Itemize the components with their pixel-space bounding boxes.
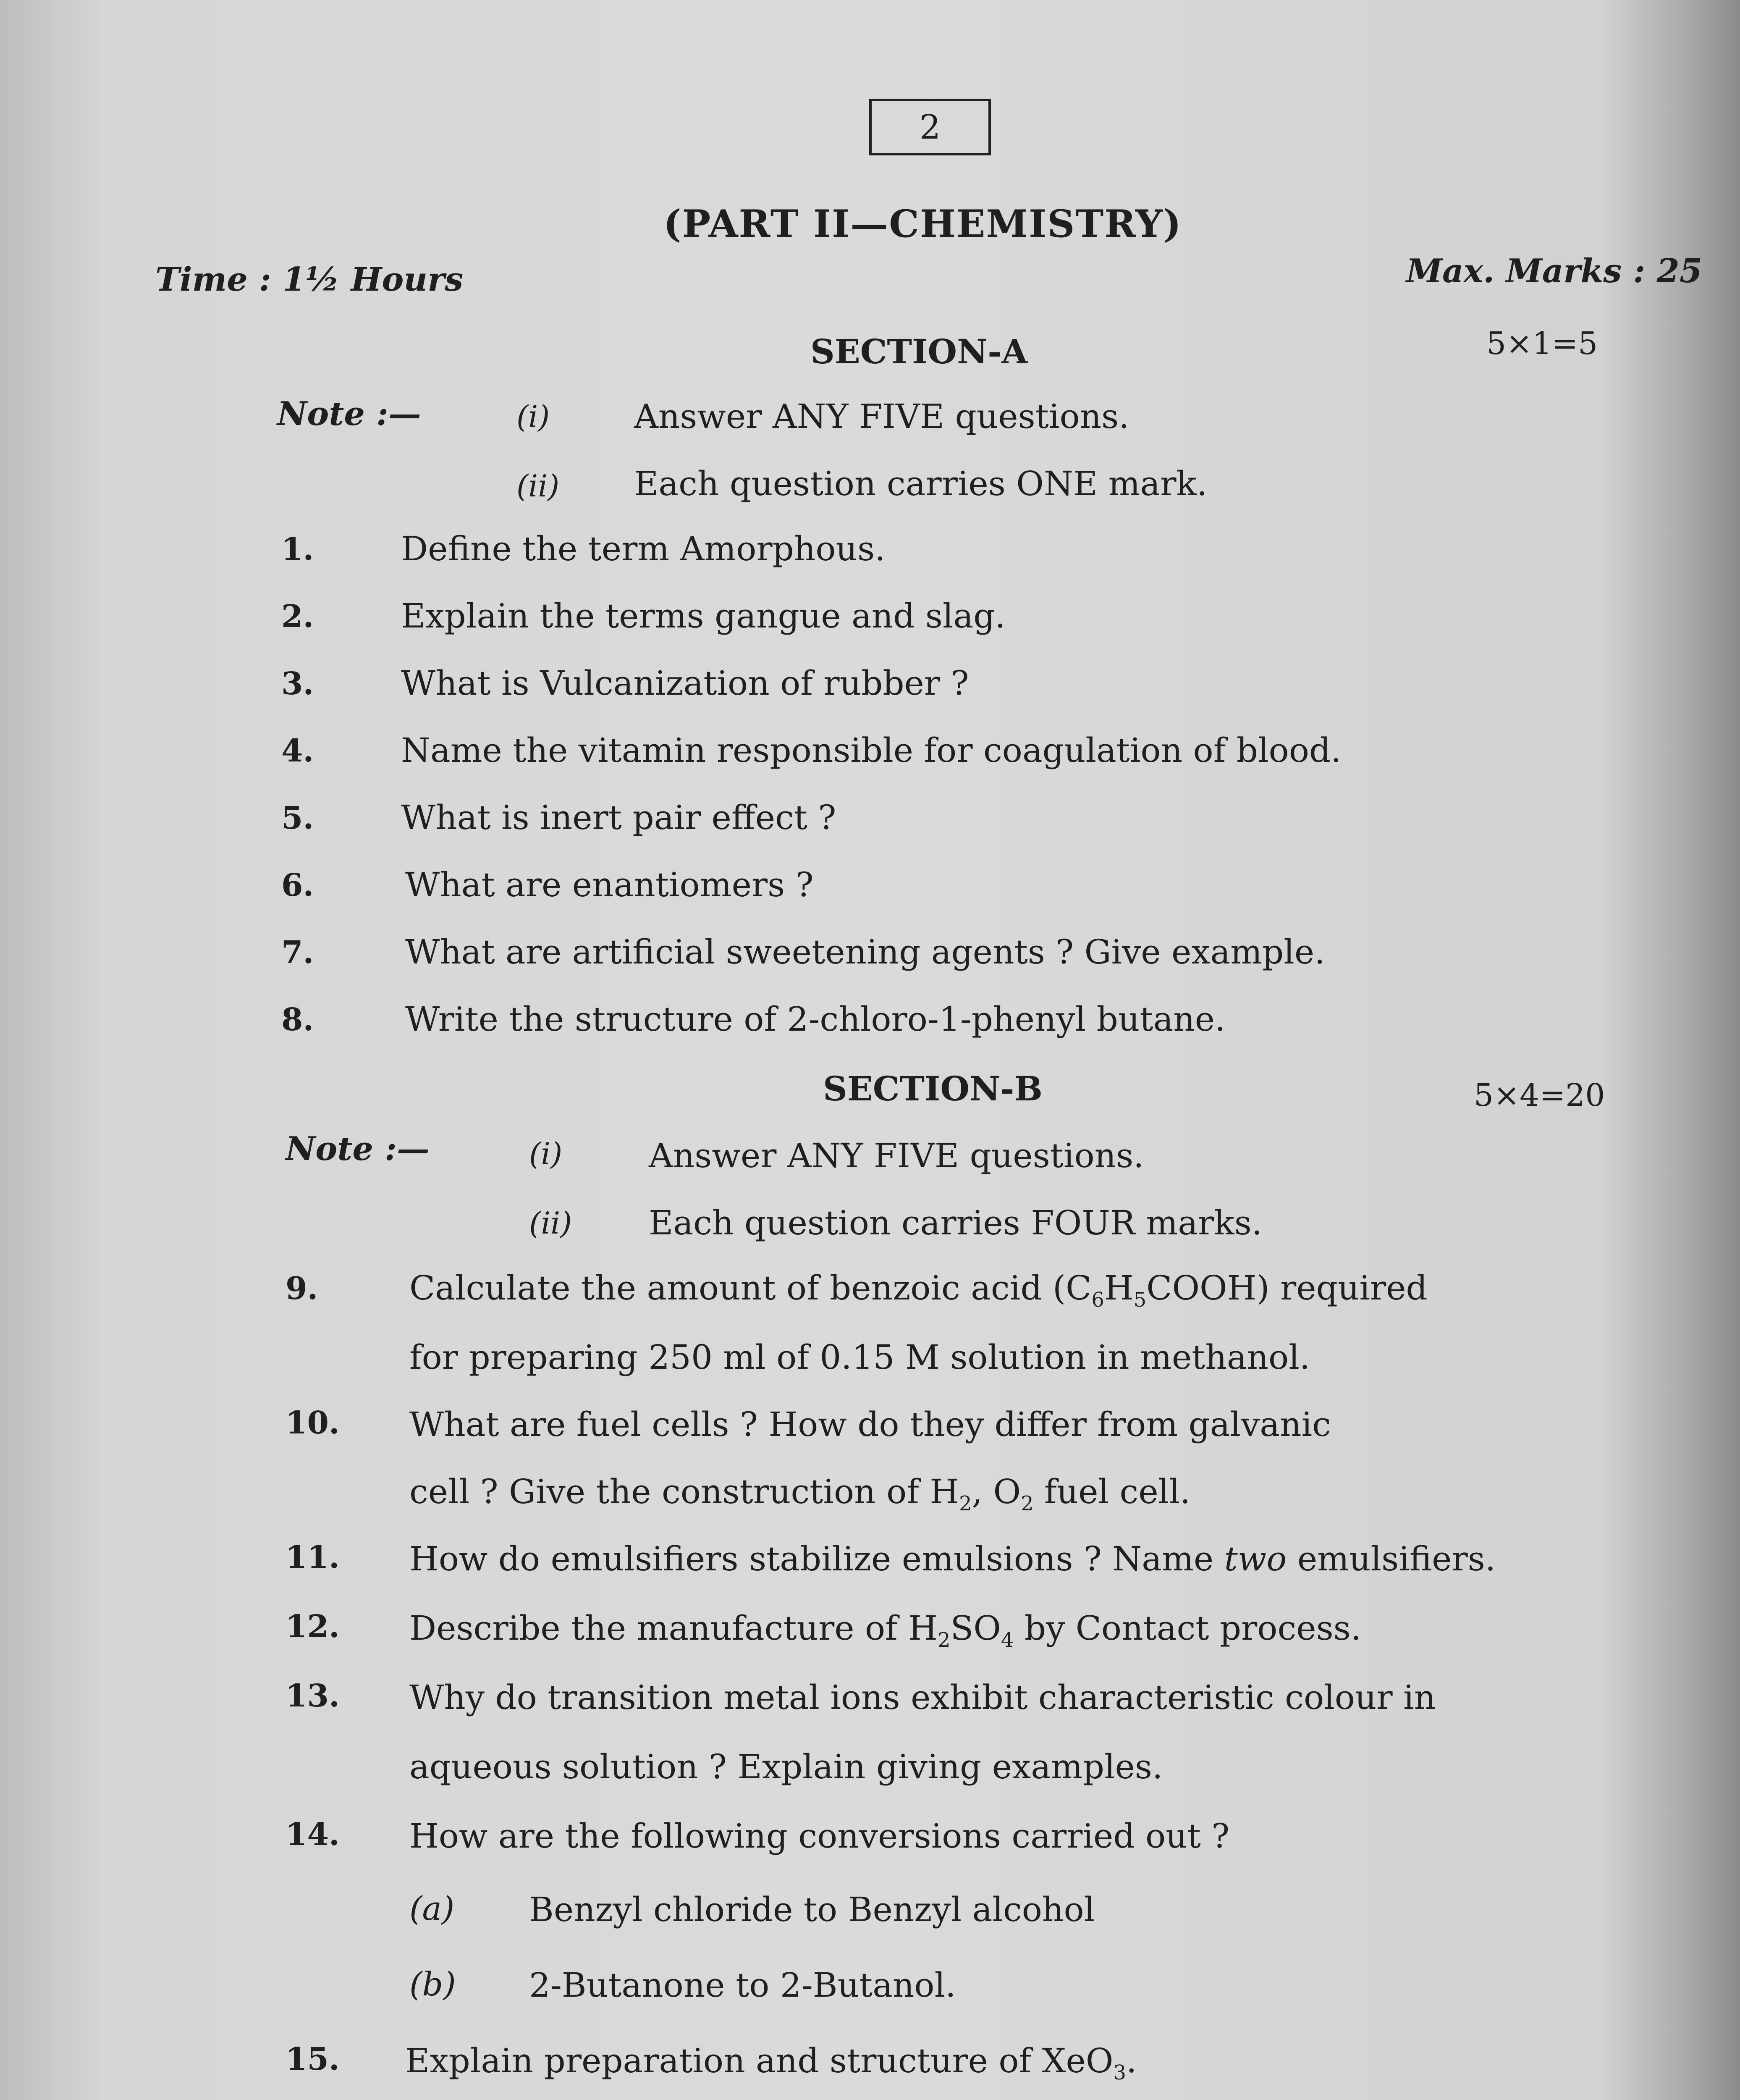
section-a-note-label: Note :— bbox=[277, 395, 421, 433]
section-a-note-2: Each question carries ONE mark. bbox=[634, 464, 1208, 503]
question-number: 10. bbox=[286, 1405, 340, 1441]
question-number: 13. bbox=[286, 1678, 340, 1714]
question-text: What is Vulcanization of rubber ? bbox=[401, 664, 969, 703]
question-number: 4. bbox=[281, 733, 314, 769]
max-marks: Max. Marks : 25 bbox=[1406, 252, 1702, 290]
sub-question-text: Benzyl chloride to Benzyl alcohol bbox=[529, 1890, 1095, 1929]
sub-question-label: (a) bbox=[409, 1890, 455, 1928]
question-number: 2. bbox=[281, 598, 314, 635]
question-number: 12. bbox=[286, 1609, 340, 1645]
section-a-note-roman-2: (ii) bbox=[516, 468, 560, 504]
question-number: 9. bbox=[286, 1270, 318, 1307]
page-number: 2 bbox=[919, 108, 941, 147]
question-text: Why do transition metal ions exhibit characteristic colour in bbox=[409, 1678, 1436, 1717]
section-b-note-roman-1: (i) bbox=[529, 1136, 563, 1171]
question-text: How are the following conversions carried out ? bbox=[409, 1816, 1230, 1856]
question-number: 6. bbox=[281, 867, 314, 903]
section-a-title: SECTION-A bbox=[810, 332, 1028, 371]
question-text-continued: for preparing 250 ml of 0.15 M solution in methanol. bbox=[409, 1338, 1310, 1377]
question-text-continued: aqueous solution ? Explain giving examples. bbox=[409, 1747, 1163, 1786]
section-b-note-label: Note :— bbox=[286, 1130, 430, 1168]
section-b-marks: 5×4=20 bbox=[1474, 1077, 1605, 1113]
sub-question-label: (b) bbox=[409, 1966, 456, 2003]
question-number: 14. bbox=[286, 1816, 340, 1853]
question-text: What is inert pair effect ? bbox=[401, 798, 836, 837]
question-text: Write the structure of 2-chloro-1-phenyl butane. bbox=[405, 1000, 1226, 1039]
question-number: 3. bbox=[281, 666, 314, 702]
section-b-note-roman-2: (ii) bbox=[529, 1205, 572, 1241]
question-text-continued: cell ? Give the construction of $H_2$, $O_2$ fuel cell. bbox=[409, 1472, 1191, 1515]
question-text: Explain the terms gangue and slag. bbox=[401, 596, 1006, 635]
question-text: Explain preparation and structure of XeO$_3$. bbox=[405, 2041, 1137, 2084]
question-text: Describe the manufacture of $H_2SO_4$ by Contact process. bbox=[409, 1609, 1362, 1652]
sub-question-text: 2-Butanone to 2-Butanol. bbox=[529, 1966, 956, 2005]
question-text: What are artificial sweetening agents ? Give example. bbox=[405, 932, 1325, 971]
question-text: What are enantiomers ? bbox=[405, 865, 814, 904]
question-text: What are fuel cells ? How do they differ from galvanic bbox=[409, 1405, 1331, 1444]
question-number: 5. bbox=[281, 800, 314, 836]
question-number: 7. bbox=[281, 934, 314, 971]
question-number: 11. bbox=[286, 1539, 340, 1575]
question-text: Define the term Amorphous. bbox=[401, 529, 886, 568]
section-a-note-roman-1: (i) bbox=[516, 399, 550, 434]
question-text: How do emulsifiers stabilize emulsions ? Name two emulsifiers. bbox=[409, 1539, 1496, 1578]
section-b-note-1: Answer ANY FIVE questions. bbox=[649, 1136, 1144, 1175]
time-allowed: Time : 1½ Hours bbox=[155, 260, 464, 299]
section-b-title: SECTION-B bbox=[823, 1069, 1043, 1108]
section-a-marks: 5×1=5 bbox=[1486, 326, 1598, 362]
question-text: Calculate the amount of benzoic acid $(C_6H_5COOH)$ required bbox=[409, 1268, 1428, 1312]
section-a-note-1: Answer ANY FIVE questions. bbox=[634, 397, 1129, 436]
question-text: Name the vitamin responsible for coagulation of blood. bbox=[401, 731, 1342, 770]
part-title: (PART II—CHEMISTRY) bbox=[663, 202, 1182, 246]
question-number: 1. bbox=[281, 531, 314, 567]
section-b-note-2: Each question carries FOUR marks. bbox=[649, 1203, 1263, 1242]
question-number: 8. bbox=[281, 1002, 314, 1038]
question-number: 15. bbox=[286, 2041, 340, 2077]
page-number-box bbox=[869, 99, 991, 155]
